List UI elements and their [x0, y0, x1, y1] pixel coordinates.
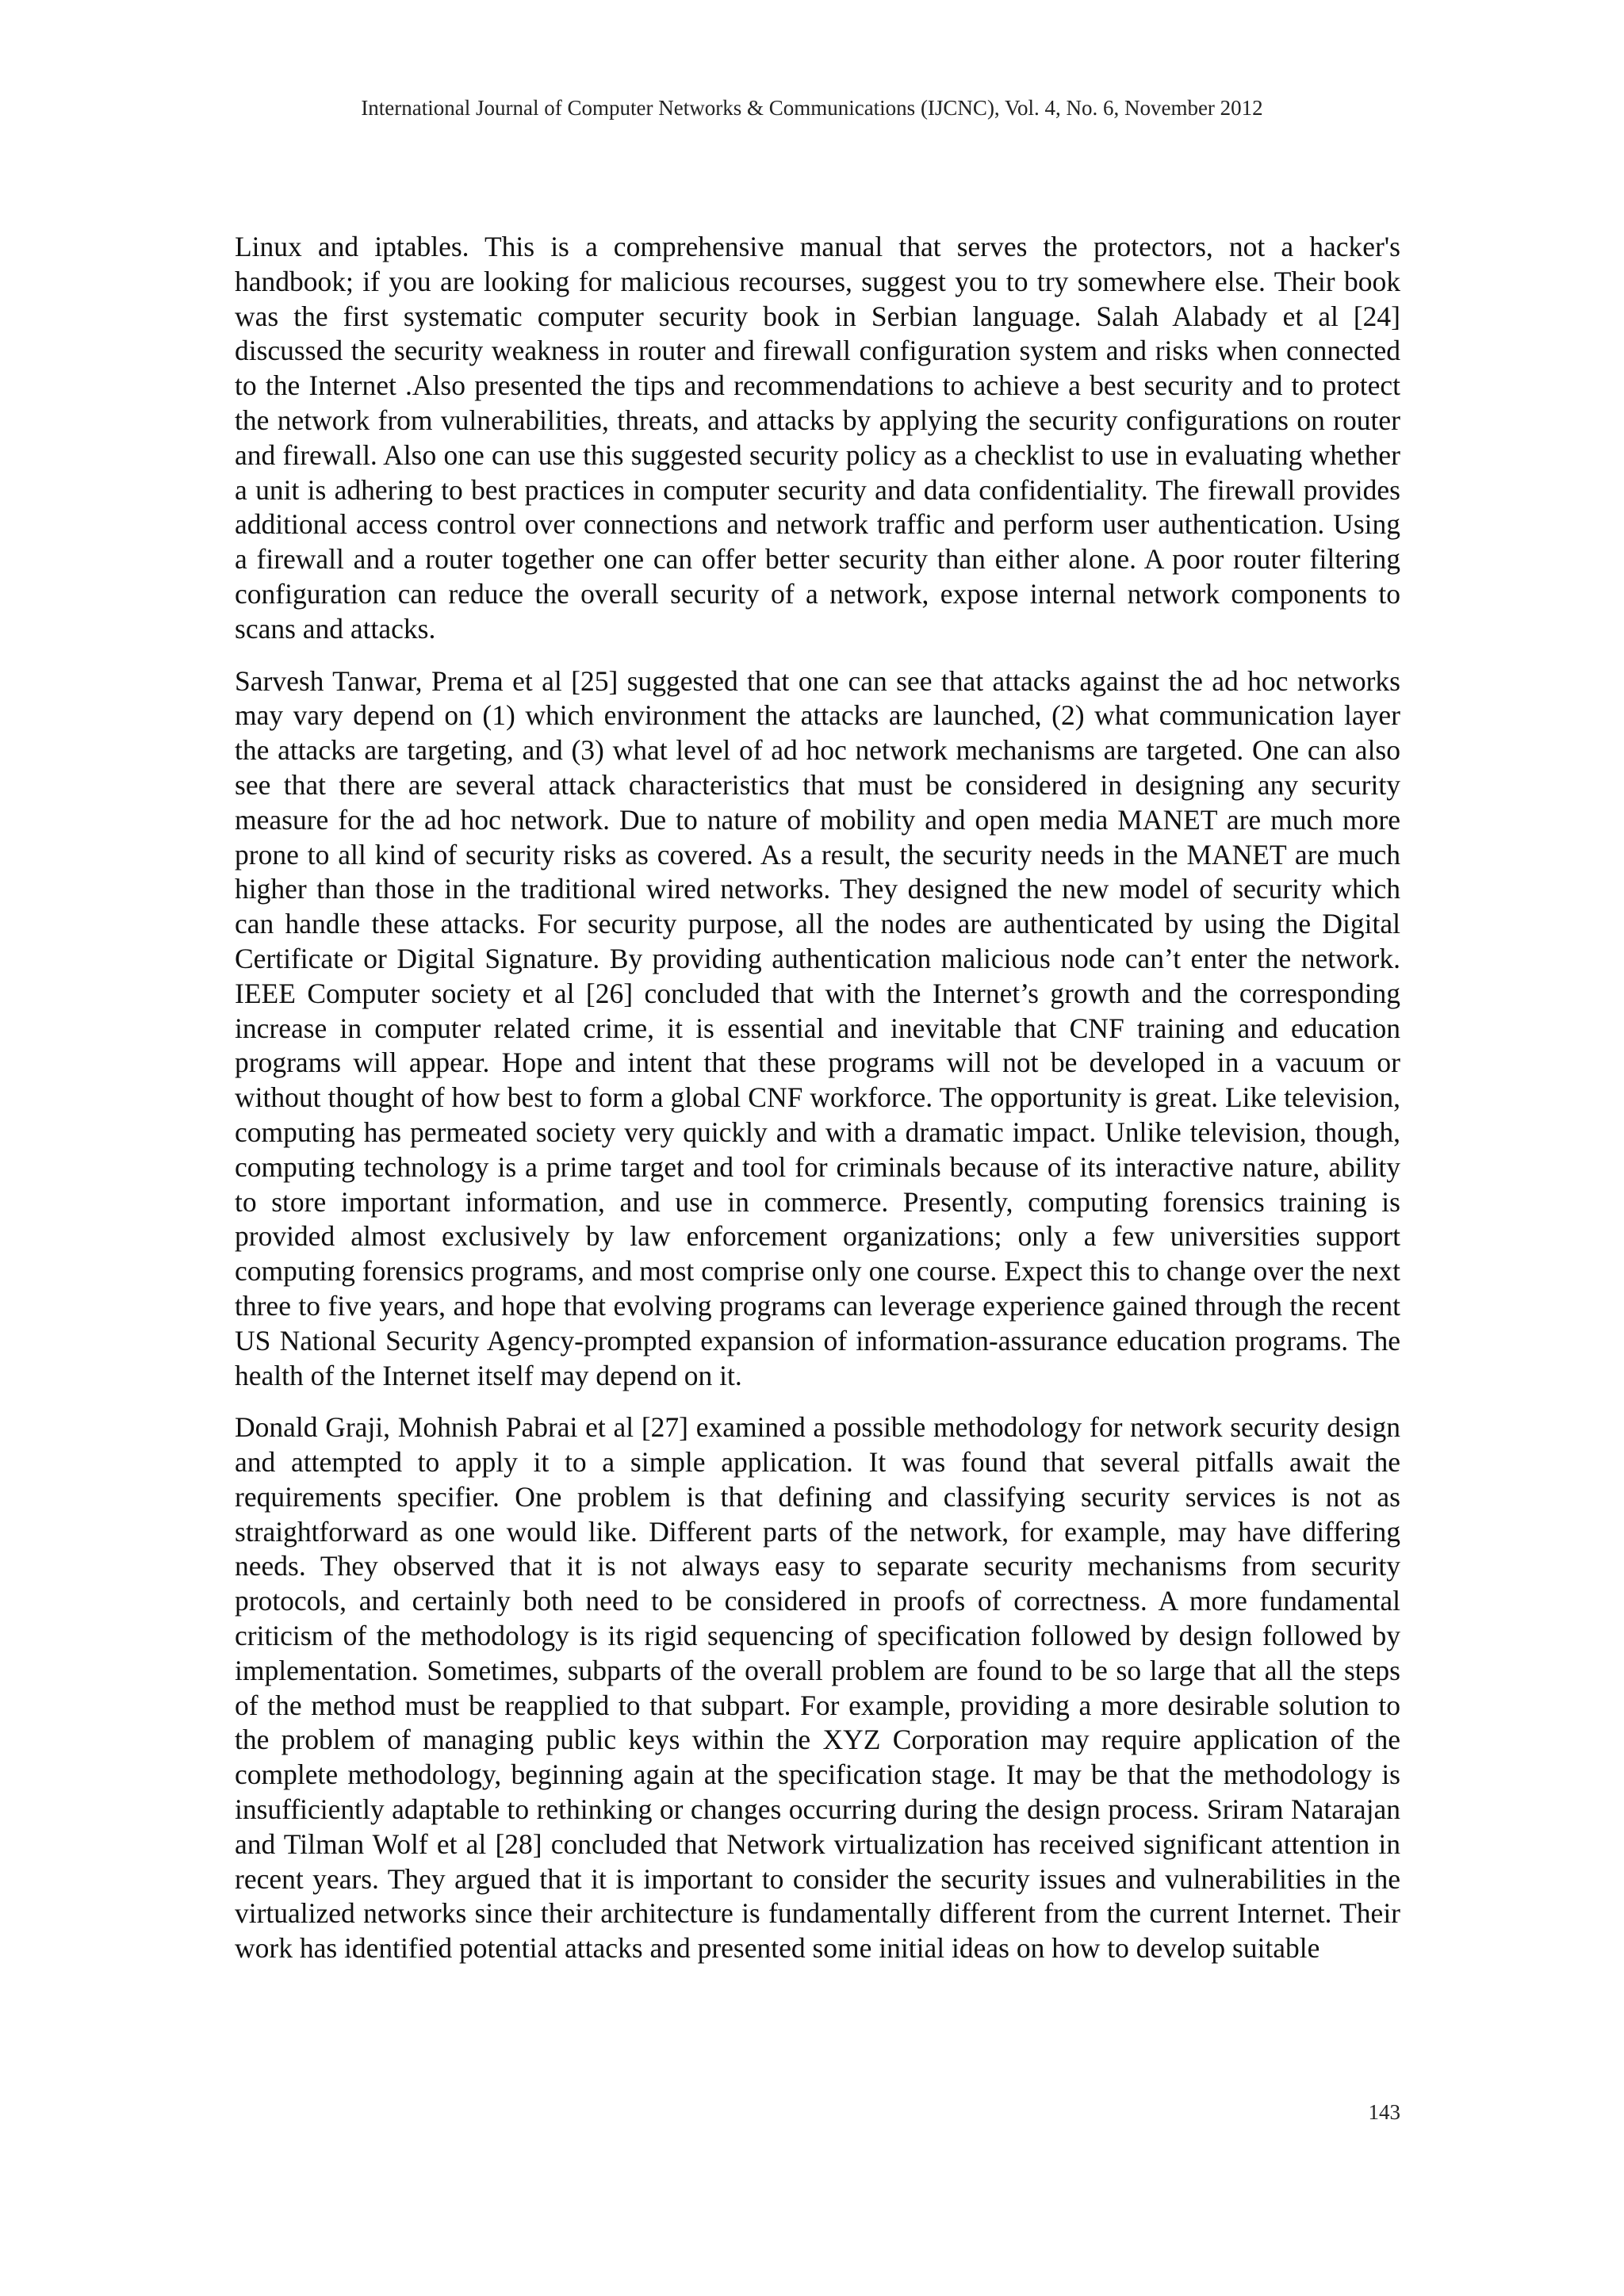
paragraph-2: Sarvesh Tanwar, Prema et al [25] suggested that one can see that attacks against the ad hoc networks may vary depend on (1) which environment the attacks are launched, (2) what communication layer the attacks are targeting, and (3) what level of ad hoc network mechanisms are targeted. One can also see that there are several attack characteristics that must be considered in designing any security measure for the ad hoc network. Due to nature of mobility and open media MANET are much more prone to all kind of security risks as covered. As a result, the security needs in the MANET are much higher than those in the traditional wired networks. They designed the new model of security which can handle these attacks. For security purpose, all the nodes are authenticated by using the Digital Certificate or Digital Signature. By providing authentication malicious node can’t enter the network. IEEE Computer society et al [26] concluded that with the Internet’s growth and the corresponding increase in computer related crime, it is essential and inevitable that CNF training and education programs will appear. Hope and intent that these programs will not be developed in a vacuum or without thought of how best to form a global CNF workforce. The opportunity is great. Like television, computing has permeated society very quickly and with a dramatic impact. Unlike television, though, computing technology is a prime target and tool for criminals because of its interactive nature, ability to store important information, and use in commerce. Presently, computing forensics training is provided almost exclusively by law enforcement organizations; only a few universities support computing forensics programs, and most comprise only one course. Expect this to change over the next three to five years, and hope that evolving programs can leverage experience gained through the recent US National Security Agency-prompted expansion of information-assurance education programs. The health of the Internet itself may depend on it. — [235, 664, 1400, 1391]
body-text — [235, 230, 1400, 1984]
paragraph-3: Donald Graji, Mohnish Pabrai et al [27] examined a possible methodology for network security design and attempted to apply it to a simple application. It was found that several pitfalls await the requirements specifier. One problem is that defining and classifying security services is not as straightforward as one would like. Different parts of the network, for example, may have differing needs. They observed that it is not always easy to separate security mechanisms from security protocols, and certainly both need to be considered in proofs of correctness. A more fundamental criticism of the methodology is its rigid sequencing of specification followed by design followed by implementation. Sometimes, subparts of the overall problem are found to be so large that all the steps of the method must be reapplied to that subpart. For example, providing a more desirable solution to the problem of managing public keys within the XYZ Corporation may require application of the complete methodology, beginning again at the specification stage. It may be that the methodology is insufficiently adaptable to rethinking or changes occurring during the design process. Sriram Natarajan and Tilman Wolf et al [28] concluded that Network virtualization has received significant attention in recent years. They argued that it is important to consider the security issues and vulnerabilities in the virtualized networks since their architecture is fundamentally different from the current Internet. Their work has identified potential attacks and presented some initial ideas on how to develop suitable — [235, 1411, 1400, 1965]
paragraph-1: Linux and iptables. This is a comprehensive manual that serves the protectors, not a hacker's handbook; if you are looking for malicious recourses, suggest you to try somewhere else. Their book was the first systematic computer security book in Serbian language. Salah Alabady et al [24] discussed the security weakness in router and firewall configuration system and risks when connected to the Internet .Also presented the tips and recommendations to achieve a best security and to protect the network from vulnerabilities, threats, and attacks by applying the security configurations on router and firewall. Also one can use this suggested security policy as a checklist to use in evaluating whether a unit is adhering to best practices in computer security and data confidentiality. The firewall provides additional access control over connections and network traffic and perform user authentication. Using a firewall and a router together one can offer better security than either alone. A poor router filtering configuration can reduce the overall security of a network, expose internal network components to scans and attacks. — [235, 231, 1400, 645]
page-number: 143 — [1368, 2100, 1400, 2124]
running-header: International Journal of Computer Networks & Communications (IJCNC), Vol. 4, No. 6, November 2012 — [361, 96, 1263, 120]
